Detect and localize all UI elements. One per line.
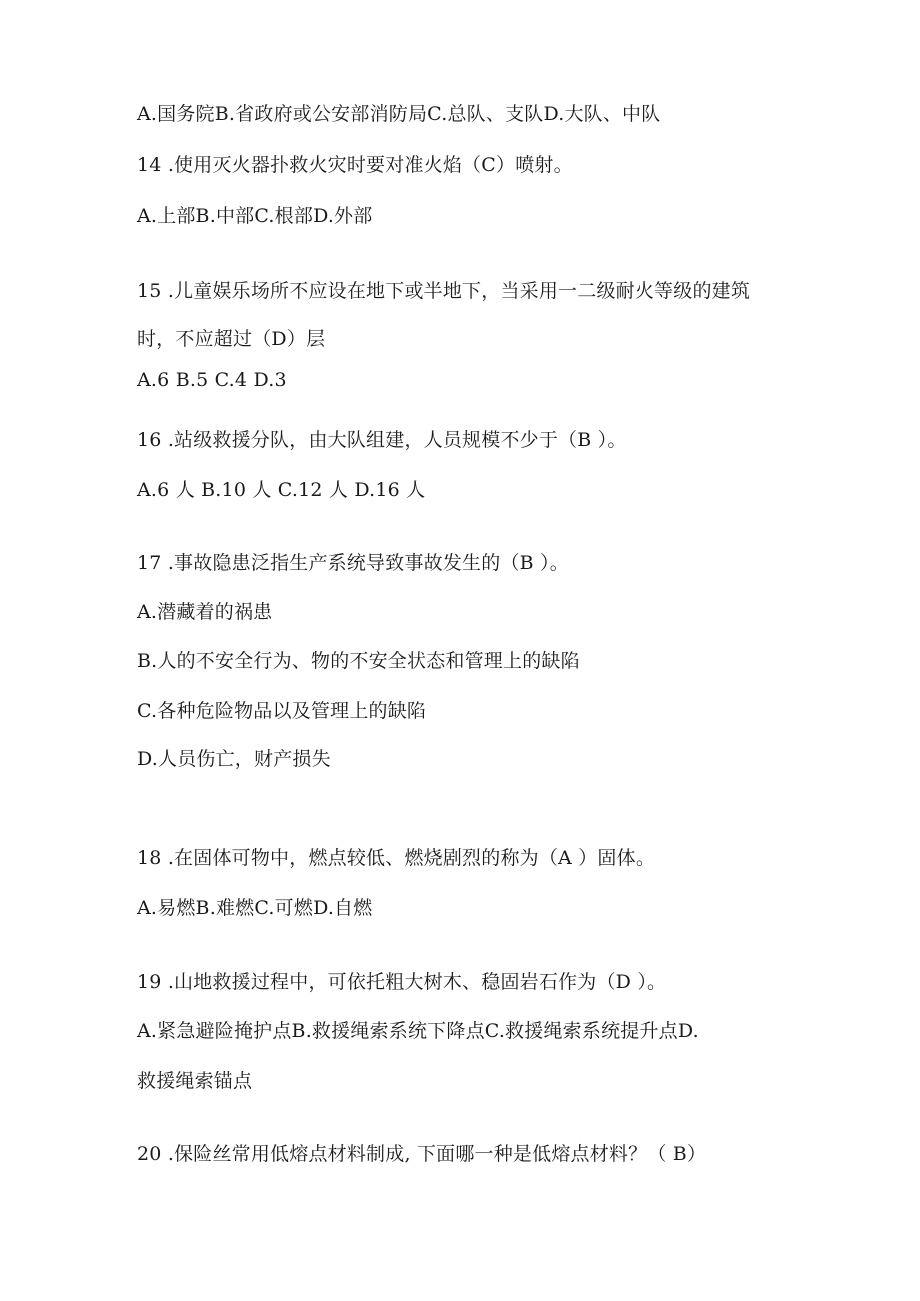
q14-options: A.上部B.中部C.根部D.外部 [137,205,373,227]
q14-question: 14 .使用灭火器扑救火灾时要对准火焰（C）喷射。 [137,154,573,176]
q15-options: A.6 B.5 C.4 D.3 [137,369,287,391]
q17-option-d: D.人员伤亡，财产损失 [137,748,331,770]
q13-options: A.国务院B.省政府或公安部消防局C.总队、支队D.大队、中队 [137,103,661,125]
q19-options-line1: A.紧急避险掩护点B.救援绳索系统下降点C.救援绳索系统提升点D. [137,1020,699,1042]
q17-option-c: C.各种危险物品以及管理上的缺陷 [137,700,427,722]
q17-question: 17 .事故隐患泛指生产系统导致事故发生的（B ）。 [137,552,569,574]
q18-options: A.易燃B.难燃C.可燃D.自燃 [137,897,373,919]
q17-option-a: A.潜藏着的祸患 [137,601,273,623]
q19-question: 19 .山地救援过程中，可依托粗大树木、稳固岩石作为（D ）。 [137,971,667,993]
q20-question: 20 .保险丝常用低熔点材料制成, 下面哪一种是低熔点材料？（ B） [137,1143,707,1165]
q17-option-b: B.人的不安全行为、物的不安全状态和管理上的缺陷 [137,650,580,672]
q19-options-line2: 救援绳索锚点 [137,1070,253,1092]
q15-question-line1: 15 .儿童娱乐场所不应设在地下或半地下，当采用一二级耐火等级的建筑 [137,280,751,302]
q16-options: A.6 人 B.10 人 C.12 人 D.16 人 [137,479,426,501]
q18-question: 18 .在固体可物中，燃点较低、燃烧剧烈的称为（A ）固体。 [137,847,656,869]
q16-question: 16 .站级救援分队，由大队组建，人员规模不少于（B ）。 [137,429,627,451]
q15-question-line2: 时，不应超过（D）层 [137,328,326,350]
